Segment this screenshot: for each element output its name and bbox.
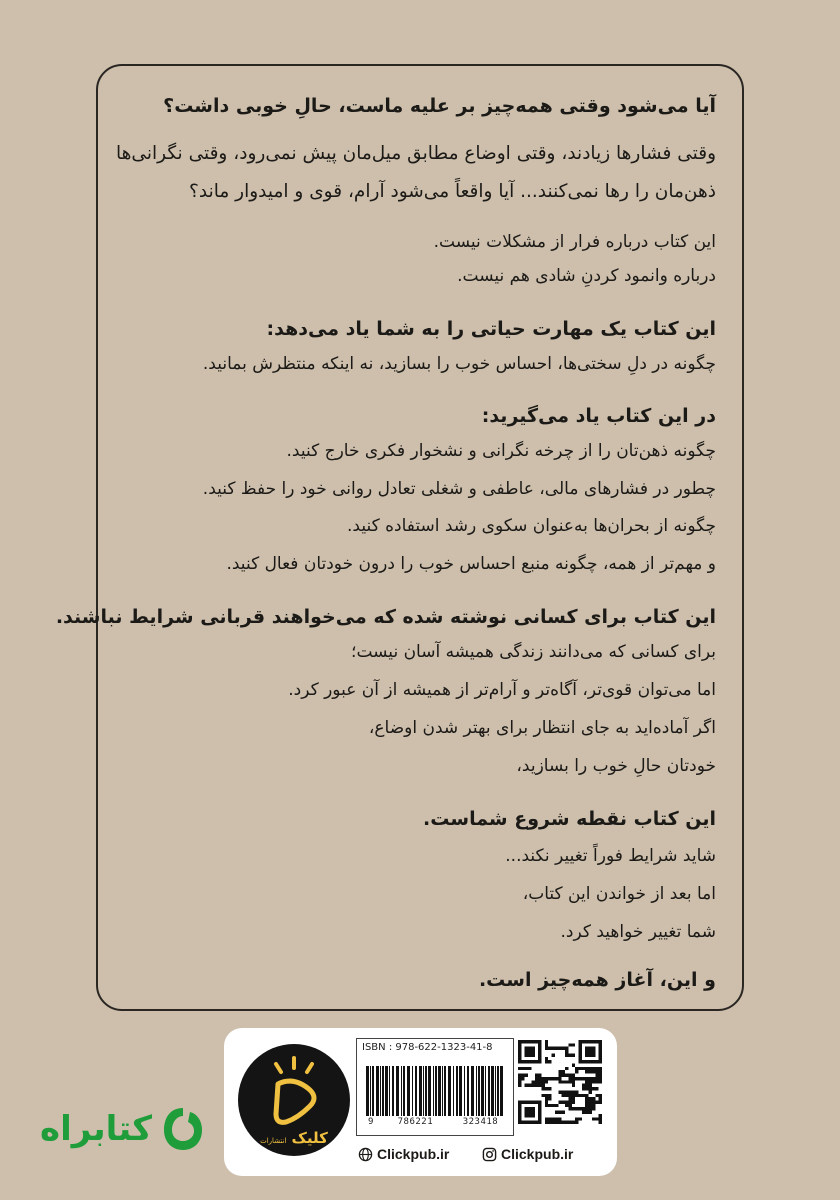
qr-module [545,1077,548,1080]
isbn-number: ISBN : 978-622-1323-41-8 [362,1042,493,1053]
barcode-bar [471,1066,474,1116]
qr-module [578,1107,581,1110]
qr-module [545,1100,548,1103]
globe-icon [358,1147,373,1162]
barcode-bar [497,1066,499,1116]
qr-module [565,1090,568,1093]
barcode-bar [376,1066,379,1116]
barcode-bar [366,1066,369,1116]
qr-module [538,1074,541,1077]
qr-module [595,1094,598,1097]
barcode-bar [467,1066,469,1116]
barcode-bar [491,1066,494,1116]
qr-module [575,1107,578,1110]
barcode-bar [389,1066,390,1116]
qr-module [568,1074,571,1077]
qr-module [595,1070,598,1073]
qr-module [568,1107,571,1110]
qr-module [521,1067,524,1070]
barcode-bar [464,1066,465,1116]
qr-module [592,1087,595,1090]
barcode-bar [438,1066,441,1116]
qr-module [535,1074,538,1077]
qr-module [585,1111,588,1114]
qr-module [599,1070,602,1073]
barcode-bar [444,1066,446,1116]
not-about-line-2: درباره وانمود کردنِ شادی هم نیست. [457,266,716,286]
start-heading: این کتاب نقطه شروع شماست. [423,808,716,830]
ketabrah-name: کتابراه [40,1109,153,1149]
skill-heading: این کتاب یک مهارت حیاتی را به شما یاد می‌دهد: [266,318,716,340]
qr-module [558,1111,561,1114]
qr-module [535,1084,538,1087]
qr-module [599,1100,602,1103]
closing-line: و این، آغاز همه‌چیز است. [478,969,716,991]
qr-module [589,1087,592,1090]
qr-module [599,1121,602,1124]
qr-module [582,1087,585,1090]
qr-module [572,1053,575,1056]
qr-module [572,1090,575,1093]
qr-module [568,1097,571,1100]
start-line: شما تغییر خواهید کرد. [560,922,716,942]
learn-item: و مهم‌تر از همه، چگونه منبع احساس خوب را درون خودتان فعال کنید. [226,554,716,574]
qr-module [558,1117,561,1120]
qr-module [518,1074,521,1077]
qr-module [545,1121,548,1124]
qr-module [548,1077,551,1080]
qr-module [555,1104,558,1107]
qr-module [545,1043,548,1046]
qr-module [589,1070,592,1073]
qr-module [545,1104,548,1107]
barcode-bar [478,1066,480,1116]
intro-line-2: ذهن‌مان را رها نمی‌کنند... آیا واقعاً می‌شود آرام، قوی و امیدوار ماند؟ [189,181,716,202]
qr-module [599,1077,602,1080]
qr-module [555,1121,558,1124]
qr-module [525,1084,528,1087]
barcode-bar [456,1066,458,1116]
qr-module [528,1084,531,1087]
qr-module [578,1067,581,1070]
qr-module [572,1097,575,1100]
qr-module [599,1094,602,1097]
qr-finder [525,1047,535,1057]
start-line: اما بعد از خواندن این کتاب، [522,884,716,904]
barcode-bar [435,1066,437,1116]
start-line: شاید شرایط فوراً تغییر نکند... [505,846,716,866]
intro-line-1: وقتی فشارها زیادند، وقتی اوضاع مطابق میل‌مان پیش نمی‌رود، وقتی نگرانی‌ها [116,143,716,164]
qr-module [542,1084,545,1087]
qr-module [585,1107,588,1110]
qr-module [568,1090,571,1093]
qr-module [545,1094,548,1097]
qr-module [595,1077,598,1080]
qr-module [592,1104,595,1107]
qr-module [599,1067,602,1070]
qr-module [575,1077,578,1080]
qr-module [592,1070,595,1073]
qr-module [548,1097,551,1100]
qr-module [575,1094,578,1097]
barcode-bar [370,1066,371,1116]
qr-module [558,1121,561,1124]
barcode-bar [396,1066,399,1116]
barcode-bar [500,1066,503,1116]
barcode-bar [423,1066,424,1116]
qr-module [585,1097,588,1100]
ketabrah-logo-icon [158,1104,208,1154]
qr-module [592,1100,595,1103]
qr-module [582,1094,585,1097]
qr-module [545,1117,548,1120]
learn-item: چطور در فشارهای مالی، عاطفی و شغلی تعادل روانی خود را حفظ کنید. [202,479,716,499]
qr-module [565,1121,568,1124]
qr-module [572,1074,575,1077]
barcode-bar [385,1066,388,1116]
qr-module [558,1047,561,1050]
barcode-bar [412,1066,413,1116]
barcode-bar [433,1066,434,1116]
qr-module [558,1080,561,1083]
qr-module [562,1047,565,1050]
qr-module [589,1100,592,1103]
publisher-logo [238,1044,350,1156]
qr-module [585,1094,588,1097]
qr-module [589,1067,592,1070]
qr-module [525,1074,528,1077]
qr-module [589,1080,592,1083]
qr-module [575,1117,578,1120]
qr-module [558,1070,561,1073]
qr-module [555,1077,558,1080]
qr-module [592,1117,595,1120]
qr-module [585,1067,588,1070]
qr-module [535,1077,538,1080]
barcode-bar [419,1066,422,1116]
qr-module [572,1084,575,1087]
qr-module [565,1080,568,1083]
qr-module [589,1107,592,1110]
publisher-logo-prefix: انتشارات [260,1137,287,1145]
qr-finder [525,1107,535,1117]
qr-module [562,1074,565,1077]
qr-module [518,1080,521,1083]
barcode-bar [485,1066,486,1116]
qr-module [582,1067,585,1070]
qr-module [531,1084,534,1087]
audience-line: اما می‌توان قوی‌تر، آگاه‌تر و آرام‌تر از همیشه از آن عبور کرد. [288,680,716,700]
qr-module [582,1077,585,1080]
qr-module [572,1094,575,1097]
qr-module [568,1043,571,1046]
barcode-bar [392,1066,394,1116]
qr-module [548,1121,551,1124]
qr-module [552,1077,555,1080]
qr-module [585,1087,588,1090]
qr-module [592,1097,595,1100]
qr-module [562,1080,565,1083]
qr-module [565,1050,568,1053]
qr-module [545,1097,548,1100]
qr-module [548,1047,551,1050]
publisher-panel [224,1028,617,1176]
barcode-bar [481,1066,484,1116]
qr-module [545,1080,548,1083]
qr-module [545,1060,548,1063]
qr-module [592,1107,595,1110]
qr-module [521,1074,524,1077]
qr-module [595,1087,598,1090]
qr-module [542,1087,545,1090]
qr-module [578,1117,581,1120]
skill-text: چگونه در دلِ سختی‌ها، احساس خوب را بسازید، نه اینکه منتظرش بمانید. [202,354,716,374]
instagram-text: Clickpub.ir [501,1146,574,1162]
qr-module [538,1080,541,1083]
qr-module [548,1094,551,1097]
qr-module [562,1094,565,1097]
qr-module [582,1107,585,1110]
barcode-bar [448,1066,451,1116]
qr-module [555,1117,558,1120]
qr-module [552,1053,555,1056]
qr-module [568,1100,571,1103]
barcode-bar [372,1066,374,1116]
qr-module [552,1117,555,1120]
qr-module [595,1080,598,1083]
qr-module [575,1067,578,1070]
qr-module [585,1077,588,1080]
qr-module [565,1067,568,1070]
barcode-bar [380,1066,381,1116]
qr-module [568,1053,571,1056]
qr-module [575,1090,578,1093]
barcode-bar [415,1066,417,1116]
barcode-bar [407,1066,410,1116]
qr-module [595,1117,598,1120]
back-cover-frame [55,64,744,1011]
website-text: Clickpub.ir [377,1146,450,1162]
ketabrah-brand [40,1104,208,1154]
qr-finder [585,1047,595,1057]
qr-module [589,1077,592,1080]
qr-module [595,1067,598,1070]
barcode-bar [453,1066,454,1116]
qr-module [568,1094,571,1097]
qr-module [552,1047,555,1050]
qr-module [592,1077,595,1080]
qr-module [589,1104,592,1107]
qr-module [548,1060,551,1063]
qr-module [599,1080,602,1083]
qr-module [542,1077,545,1080]
qr-module [578,1077,581,1080]
qr-module [562,1121,565,1124]
qr-module [568,1121,571,1124]
qr-module [528,1067,531,1070]
qr-module [572,1080,575,1083]
qr-module [585,1104,588,1107]
learn-item: چگونه از بحران‌ها به‌عنوان سکوی رشد استفاده کنید. [347,516,716,536]
qr-module [558,1077,561,1080]
qr-module [589,1084,592,1087]
qr-module [531,1080,534,1083]
qr-module [562,1111,565,1114]
audience-line: اگر آماده‌اید به جای انتظار برای بهتر شدن اوضاع، [368,718,716,738]
qr-module [589,1097,592,1100]
learn-item: چگونه ذهن‌تان را از چرخه نگرانی و نشخوار فکری خارج کنید. [286,441,716,461]
qr-module [585,1080,588,1083]
qr-code [518,1040,602,1124]
qr-module [582,1111,585,1114]
qr-module [552,1104,555,1107]
qr-module [538,1077,541,1080]
qr-module [599,1117,602,1120]
qr-module [572,1121,575,1124]
barcode [364,1066,506,1116]
qr-module [548,1087,551,1090]
qr-module [585,1100,588,1103]
qr-module [565,1074,568,1077]
audience-line: خودتان حالِ خوب را بسازید، [516,756,716,776]
not-about-line-1: این کتاب درباره فرار از مشکلات نیست. [433,232,716,252]
qr-module [599,1114,602,1117]
instagram-icon [482,1147,497,1162]
qr-module [585,1070,588,1073]
barcode-bar [476,1066,477,1116]
audience-line: برای کسانی که می‌دانند زندگی همیشه آسان نیست؛ [351,642,716,662]
barcode-digits: 9 786221 323418 [368,1117,499,1127]
qr-module [552,1121,555,1124]
qr-module [565,1047,568,1050]
qr-module [565,1100,568,1103]
qr-module [599,1097,602,1100]
qr-module [518,1067,521,1070]
barcode-bar [401,1066,402,1116]
website-link[interactable] [358,1146,449,1162]
qr-module [572,1100,575,1103]
qr-module [572,1064,575,1067]
qr-module [565,1094,568,1097]
qr-module [568,1077,571,1080]
qr-module [555,1111,558,1114]
qr-module [555,1047,558,1050]
barcode-bar [488,1066,490,1116]
qr-module [535,1080,538,1083]
qr-module [518,1084,521,1087]
qr-module [592,1080,595,1083]
barcode-bar [495,1066,496,1116]
qr-module [562,1090,565,1093]
qr-module [558,1090,561,1093]
qr-module [565,1053,568,1056]
qr-module [548,1117,551,1120]
qr-module [599,1074,602,1077]
instagram-link[interactable] [482,1146,573,1162]
qr-module [575,1121,578,1124]
qr-module [589,1090,592,1093]
publisher-logo-text: کلیک [291,1129,328,1147]
barcode-bar [425,1066,427,1116]
barcode-bar [382,1066,384,1116]
qr-module [525,1067,528,1070]
qr-module [562,1100,565,1103]
qr-module [548,1104,551,1107]
qr-module [542,1094,545,1097]
barcode-bar [442,1066,443,1116]
qr-module [575,1070,578,1073]
qr-module [568,1080,571,1083]
barcode-bar [459,1066,462,1116]
qr-module [589,1111,592,1114]
qr-module [562,1070,565,1073]
qr-module [521,1077,524,1080]
qr-module [545,1040,548,1043]
barcode-bar [428,1066,431,1116]
qr-module [578,1094,581,1097]
qr-module [595,1074,598,1077]
qr-module [545,1057,548,1060]
qr-module [572,1107,575,1110]
learn-heading: در این کتاب یاد می‌گیرید: [481,405,716,427]
barcode-bar [403,1066,405,1116]
qr-module [572,1077,575,1080]
qr-module [545,1047,548,1050]
qr-module [585,1084,588,1087]
qr-module [565,1104,568,1107]
audience-heading: این کتاب برای کسانی نوشته شده که می‌خواهند قربانی شرایط نباشند. [55,606,716,628]
qr-module [568,1104,571,1107]
qr-module [538,1084,541,1087]
qr-module [558,1100,561,1103]
qr-module [558,1074,561,1077]
cover-title: آیا می‌شود وقتی همه‌چیز بر علیه ماست، حالِ خوبی داشت؟ [163,95,716,117]
qr-module [545,1087,548,1090]
qr-module [518,1077,521,1080]
qr-module [592,1067,595,1070]
qr-module [542,1080,545,1083]
qr-module [572,1043,575,1046]
qr-module [595,1100,598,1103]
qr-module [582,1084,585,1087]
